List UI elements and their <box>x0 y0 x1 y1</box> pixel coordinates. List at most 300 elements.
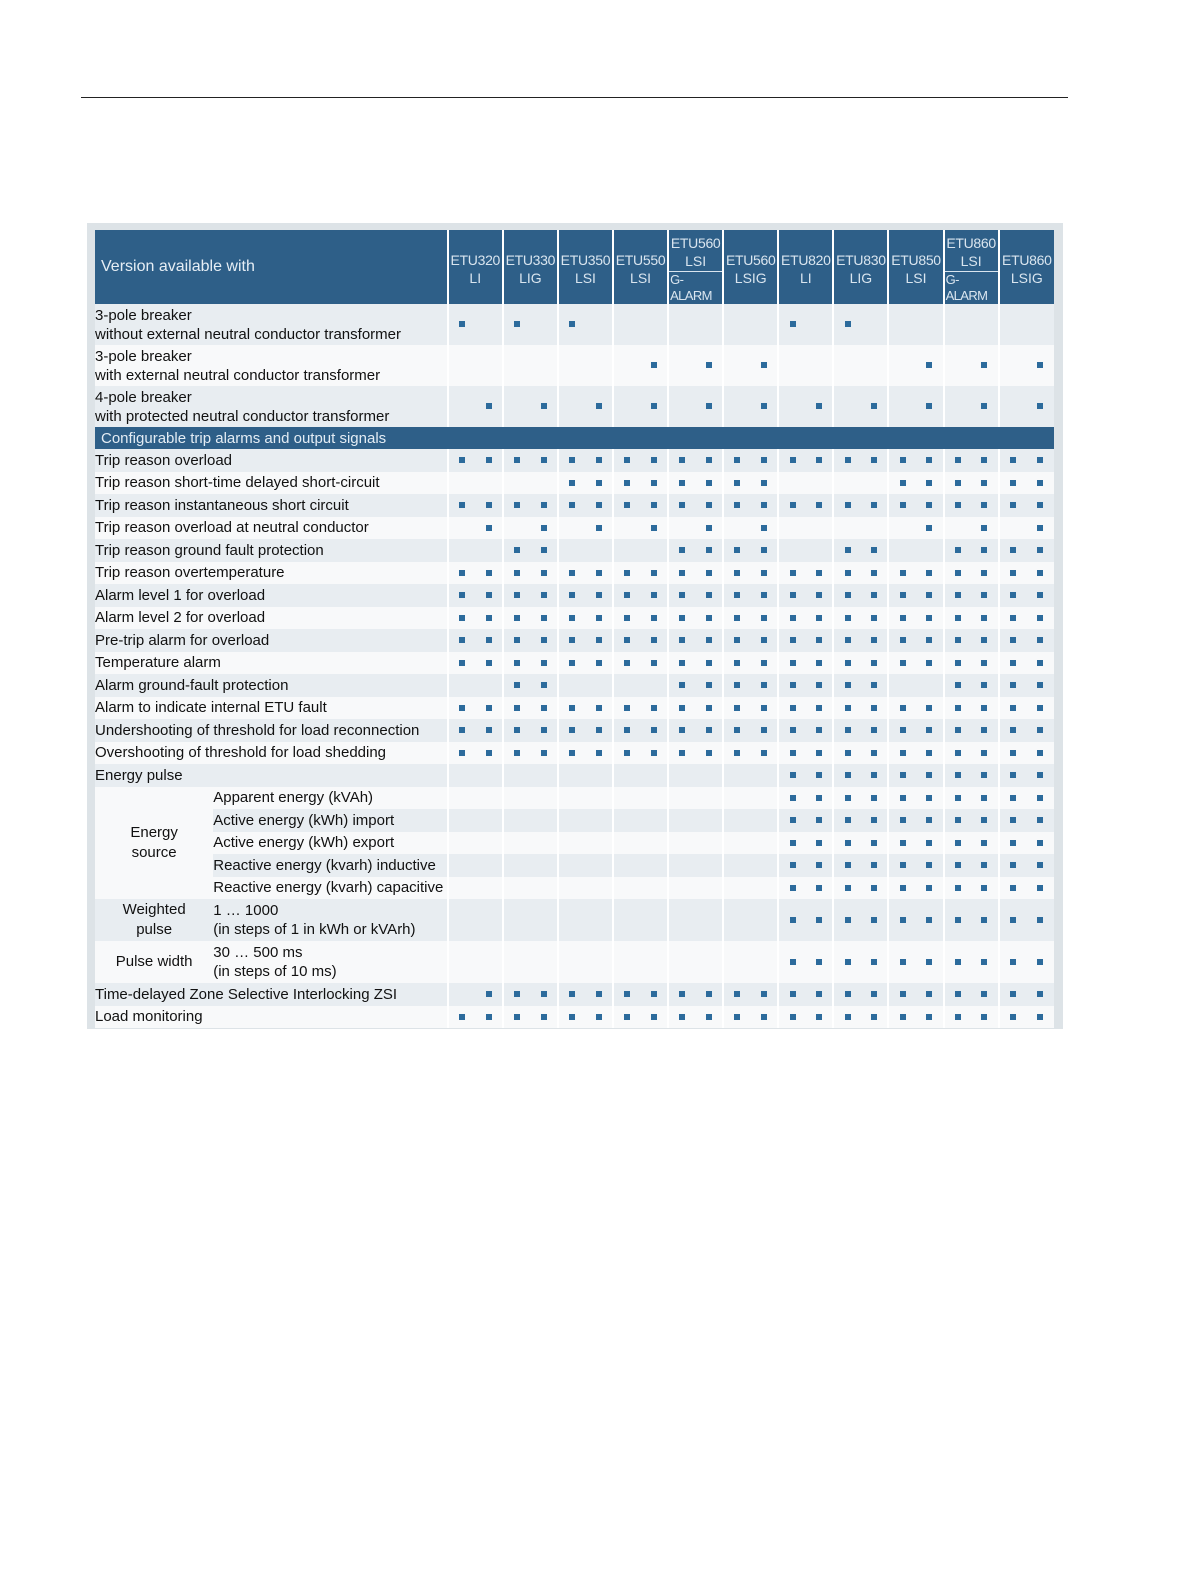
availability-cell <box>448 304 476 345</box>
availability-mark <box>926 772 932 778</box>
availability-mark <box>651 570 657 576</box>
availability-mark <box>871 840 877 846</box>
availability-mark <box>926 660 932 666</box>
availability-cell <box>833 629 861 652</box>
availability-mark <box>900 637 906 643</box>
availability-cell <box>971 832 999 855</box>
availability-cell <box>503 719 531 742</box>
availability-cell <box>916 764 944 787</box>
availability-mark <box>569 727 575 733</box>
version-column-11 <box>999 230 1054 304</box>
availability-mark <box>651 660 657 666</box>
feature-subrow <box>95 877 1054 900</box>
availability-mark <box>679 727 685 733</box>
availability-cell <box>999 832 1027 855</box>
availability-mark <box>569 457 575 463</box>
availability-cell <box>1026 562 1054 585</box>
row-label-line: Temperature alarm <box>95 654 221 672</box>
availability-cell <box>751 809 779 832</box>
feature-row <box>95 304 1054 345</box>
availability-cell <box>778 494 806 517</box>
availability-mark <box>514 991 520 997</box>
availability-cell <box>530 764 558 787</box>
feature-sublabel <box>213 809 447 832</box>
availability-cell <box>916 449 944 472</box>
availability-cell <box>475 494 503 517</box>
availability-cell <box>585 719 613 742</box>
availability-cell <box>861 764 889 787</box>
availability-mark <box>981 403 987 409</box>
availability-mark <box>1010 457 1016 463</box>
availability-mark <box>1037 772 1043 778</box>
availability-cell <box>696 719 724 742</box>
availability-cell <box>971 607 999 630</box>
availability-cell <box>530 472 558 495</box>
availability-mark <box>955 991 961 997</box>
availability-mark <box>816 991 822 997</box>
availability-mark <box>514 592 520 598</box>
availability-cell <box>861 494 889 517</box>
availability-mark <box>514 660 520 666</box>
feature-row <box>95 652 1054 675</box>
availability-mark <box>761 727 767 733</box>
availability-cell <box>1026 494 1054 517</box>
availability-cell <box>999 472 1027 495</box>
availability-cell <box>833 697 861 720</box>
availability-mark <box>761 547 767 553</box>
availability-cell <box>530 652 558 675</box>
feature-row <box>95 345 1054 386</box>
feature-row <box>95 607 1054 630</box>
availability-cell <box>778 719 806 742</box>
availability-cell <box>503 787 531 810</box>
availability-mark <box>816 1014 822 1020</box>
availability-cell <box>668 983 696 1006</box>
availability-cell <box>475 854 503 877</box>
availability-mark <box>761 502 767 508</box>
availability-cell <box>806 652 834 675</box>
availability-cell <box>971 941 999 983</box>
availability-mark <box>679 750 685 756</box>
availability-mark <box>624 637 630 643</box>
availability-cell <box>944 674 972 697</box>
availability-cell <box>613 941 641 983</box>
version-model: ETU350 <box>560 252 611 268</box>
availability-mark <box>816 457 822 463</box>
availability-cell <box>503 472 531 495</box>
availability-mark <box>541 525 547 531</box>
availability-cell <box>503 386 531 427</box>
availability-cell <box>530 832 558 855</box>
feature-label <box>95 449 448 472</box>
availability-cell <box>448 832 476 855</box>
availability-mark <box>790 457 796 463</box>
availability-mark <box>541 570 547 576</box>
availability-cell <box>888 345 916 386</box>
availability-cell <box>806 386 834 427</box>
availability-mark <box>955 862 961 868</box>
availability-cell <box>861 629 889 652</box>
availability-mark <box>845 570 851 576</box>
availability-cell <box>448 719 476 742</box>
availability-cell <box>613 304 641 345</box>
availability-cell <box>641 1006 669 1029</box>
feature-subrow <box>95 809 1054 832</box>
availability-cell <box>448 899 476 941</box>
availability-cell <box>530 607 558 630</box>
availability-mark <box>845 615 851 621</box>
availability-mark <box>734 1014 740 1020</box>
availability-mark <box>734 480 740 486</box>
availability-mark <box>486 615 492 621</box>
row-label-line: (in steps of 10 ms) <box>213 963 337 980</box>
availability-cell <box>530 899 558 941</box>
availability-mark <box>541 637 547 643</box>
availability-cell <box>723 584 751 607</box>
availability-cell <box>833 899 861 941</box>
availability-mark <box>955 727 961 733</box>
version-functions: LSIG <box>734 270 767 286</box>
availability-cell <box>806 809 834 832</box>
availability-cell <box>558 386 586 427</box>
availability-mark <box>541 660 547 666</box>
availability-cell <box>999 345 1027 386</box>
availability-mark <box>761 457 767 463</box>
availability-mark <box>816 750 822 756</box>
availability-mark <box>926 570 932 576</box>
availability-mark <box>900 570 906 576</box>
availability-mark <box>1037 403 1043 409</box>
availability-cell <box>613 719 641 742</box>
availability-cell <box>530 629 558 652</box>
availability-cell <box>530 719 558 742</box>
feature-row <box>95 449 1054 472</box>
availability-cell <box>475 449 503 472</box>
availability-mark <box>761 525 767 531</box>
availability-cell <box>778 345 806 386</box>
availability-mark <box>981 660 987 666</box>
availability-cell <box>778 652 806 675</box>
availability-cell <box>723 719 751 742</box>
availability-mark <box>816 615 822 621</box>
feature-row <box>95 539 1054 562</box>
availability-mark <box>816 917 822 923</box>
availability-mark <box>706 660 712 666</box>
version-model: ETU560 <box>725 252 776 268</box>
availability-cell <box>888 1006 916 1029</box>
row-label-line: Active energy (kWh) import <box>213 811 395 829</box>
availability-cell <box>558 652 586 675</box>
availability-mark <box>1010 570 1016 576</box>
availability-cell <box>475 539 503 562</box>
availability-cell <box>888 854 916 877</box>
availability-cell <box>585 304 613 345</box>
availability-cell <box>751 1006 779 1029</box>
availability-mark <box>981 1014 987 1020</box>
availability-mark <box>926 637 932 643</box>
availability-cell <box>971 719 999 742</box>
availability-cell <box>999 787 1027 810</box>
availability-cell <box>751 629 779 652</box>
availability-cell <box>613 809 641 832</box>
availability-mark <box>514 502 520 508</box>
availability-cell <box>751 854 779 877</box>
availability-cell <box>723 697 751 720</box>
feature-row <box>95 983 1054 1006</box>
feature-row <box>95 764 1054 787</box>
availability-cell <box>503 1006 531 1029</box>
availability-cell <box>723 386 751 427</box>
availability-mark <box>871 727 877 733</box>
availability-cell <box>999 877 1027 900</box>
availability-cell <box>668 1006 696 1029</box>
row-label-line: Apparent energy (kVAh) <box>213 789 374 807</box>
availability-cell <box>448 449 476 472</box>
availability-cell <box>530 494 558 517</box>
availability-mark <box>459 615 465 621</box>
availability-cell <box>558 809 586 832</box>
availability-mark <box>596 480 602 486</box>
availability-mark <box>816 705 822 711</box>
availability-cell <box>751 386 779 427</box>
version-model: ETU850 <box>891 252 941 268</box>
version-model: ETU330 <box>505 252 556 268</box>
availability-cell <box>888 877 916 900</box>
availability-mark <box>1037 592 1043 598</box>
availability-cell <box>944 584 972 607</box>
availability-cell <box>778 899 806 941</box>
availability-cell <box>475 877 503 900</box>
availability-cell <box>585 877 613 900</box>
availability-cell <box>641 832 669 855</box>
availability-cell <box>503 697 531 720</box>
availability-cell <box>916 539 944 562</box>
availability-mark <box>981 502 987 508</box>
availability-mark <box>845 637 851 643</box>
availability-mark <box>1010 917 1016 923</box>
feature-label <box>95 472 448 495</box>
availability-cell <box>641 854 669 877</box>
availability-mark <box>955 959 961 965</box>
availability-cell <box>971 809 999 832</box>
feature-label <box>95 539 448 562</box>
availability-cell <box>475 304 503 345</box>
feature-row <box>95 719 1054 742</box>
availability-mark <box>651 592 657 598</box>
availability-cell <box>585 941 613 983</box>
availability-cell <box>558 472 586 495</box>
availability-mark <box>569 592 575 598</box>
availability-mark <box>679 1014 685 1020</box>
availability-mark <box>816 795 822 801</box>
availability-cell <box>861 584 889 607</box>
availability-cell <box>448 629 476 652</box>
availability-mark <box>761 750 767 756</box>
availability-cell <box>1026 345 1054 386</box>
availability-mark <box>514 321 520 327</box>
availability-mark <box>679 615 685 621</box>
availability-cell <box>971 562 999 585</box>
availability-cell <box>448 877 476 900</box>
availability-cell <box>944 983 972 1006</box>
availability-cell <box>944 304 972 345</box>
availability-mark <box>790 637 796 643</box>
availability-mark <box>541 403 547 409</box>
availability-cell <box>861 562 889 585</box>
availability-mark <box>624 480 630 486</box>
feature-row <box>95 629 1054 652</box>
availability-cell <box>916 941 944 983</box>
availability-mark <box>761 570 767 576</box>
availability-cell <box>723 539 751 562</box>
availability-mark <box>514 750 520 756</box>
availability-mark <box>459 592 465 598</box>
availability-mark <box>926 750 932 756</box>
availability-mark <box>679 682 685 688</box>
availability-cell <box>833 764 861 787</box>
availability-mark <box>514 637 520 643</box>
availability-mark <box>706 637 712 643</box>
availability-mark <box>651 727 657 733</box>
row-label-line: Time-delayed Zone Selective Interlocking ZSI <box>95 985 398 1003</box>
availability-cell <box>613 584 641 607</box>
availability-cell <box>888 719 916 742</box>
feature-group-label <box>95 941 213 983</box>
availability-mark <box>761 660 767 666</box>
availability-cell <box>861 877 889 900</box>
feature-label <box>95 562 448 585</box>
availability-cell <box>503 877 531 900</box>
availability-cell <box>944 386 972 427</box>
availability-cell <box>916 386 944 427</box>
row-label-line: Trip reason overtemperature <box>95 564 285 582</box>
version-functions: LSI <box>960 253 982 269</box>
availability-cell <box>778 697 806 720</box>
version-functions: LI <box>469 270 482 286</box>
availability-cell <box>1026 607 1054 630</box>
availability-mark <box>900 917 906 923</box>
availability-mark <box>955 660 961 666</box>
availability-cell <box>475 472 503 495</box>
availability-mark <box>761 592 767 598</box>
availability-cell <box>999 539 1027 562</box>
availability-cell <box>585 584 613 607</box>
availability-cell <box>696 809 724 832</box>
row-label-line: with protected neutral conductor transformer <box>95 407 390 425</box>
availability-cell <box>944 832 972 855</box>
feature-label <box>95 674 448 697</box>
availability-mark <box>1037 885 1043 891</box>
availability-cell <box>503 494 531 517</box>
feature-row <box>95 517 1054 540</box>
availability-mark <box>926 917 932 923</box>
availability-cell <box>696 494 724 517</box>
availability-mark <box>1037 682 1043 688</box>
availability-mark <box>816 592 822 598</box>
availability-cell <box>558 1006 586 1029</box>
availability-cell <box>696 877 724 900</box>
availability-cell <box>751 449 779 472</box>
availability-mark <box>1010 772 1016 778</box>
availability-cell <box>641 629 669 652</box>
availability-mark <box>706 615 712 621</box>
availability-cell <box>558 517 586 540</box>
availability-cell <box>916 472 944 495</box>
availability-cell <box>475 674 503 697</box>
row-label-line: 30 … 500 ms <box>213 944 303 961</box>
availability-mark <box>900 840 906 846</box>
availability-mark <box>845 817 851 823</box>
version-column-1 <box>448 230 503 304</box>
availability-cell <box>641 607 669 630</box>
availability-cell <box>971 1006 999 1029</box>
availability-cell <box>806 304 834 345</box>
availability-cell <box>1026 386 1054 427</box>
availability-cell <box>696 832 724 855</box>
availability-cell <box>723 1006 751 1029</box>
availability-mark <box>790 795 796 801</box>
availability-cell <box>778 386 806 427</box>
availability-mark <box>955 705 961 711</box>
feature-label <box>95 607 448 630</box>
availability-cell <box>861 719 889 742</box>
availability-cell <box>971 629 999 652</box>
availability-cell <box>971 652 999 675</box>
availability-cell <box>888 674 916 697</box>
group-label-line: pulse <box>136 921 173 938</box>
availability-cell <box>751 697 779 720</box>
availability-cell <box>613 386 641 427</box>
availability-mark <box>734 502 740 508</box>
availability-mark <box>981 750 987 756</box>
availability-mark <box>459 727 465 733</box>
availability-cell <box>558 607 586 630</box>
availability-cell <box>585 652 613 675</box>
availability-mark <box>926 403 932 409</box>
availability-cell <box>448 584 476 607</box>
availability-mark <box>486 570 492 576</box>
availability-mark <box>790 840 796 846</box>
availability-mark <box>569 750 575 756</box>
availability-cell <box>613 899 641 941</box>
availability-cell <box>668 304 696 345</box>
availability-mark <box>761 637 767 643</box>
version-header-label: Version available with <box>95 230 448 304</box>
availability-mark <box>734 457 740 463</box>
availability-mark <box>926 795 932 801</box>
availability-cell <box>778 832 806 855</box>
availability-cell <box>944 899 972 941</box>
availability-cell <box>613 674 641 697</box>
version-model: ETU560 <box>670 235 721 251</box>
availability-mark <box>1037 1014 1043 1020</box>
row-label-line: 3-pole breaker <box>95 306 192 324</box>
row-label-line: Alarm level 1 for overload <box>95 586 266 604</box>
availability-mark <box>734 637 740 643</box>
availability-mark <box>624 660 630 666</box>
availability-cell <box>999 304 1027 345</box>
availability-cell <box>916 742 944 765</box>
availability-mark <box>651 525 657 531</box>
availability-mark <box>459 457 465 463</box>
availability-cell <box>916 983 944 1006</box>
availability-mark <box>1010 592 1016 598</box>
feature-label <box>95 584 448 607</box>
availability-mark <box>790 917 796 923</box>
availability-mark <box>734 682 740 688</box>
availability-cell <box>448 607 476 630</box>
availability-mark <box>955 570 961 576</box>
